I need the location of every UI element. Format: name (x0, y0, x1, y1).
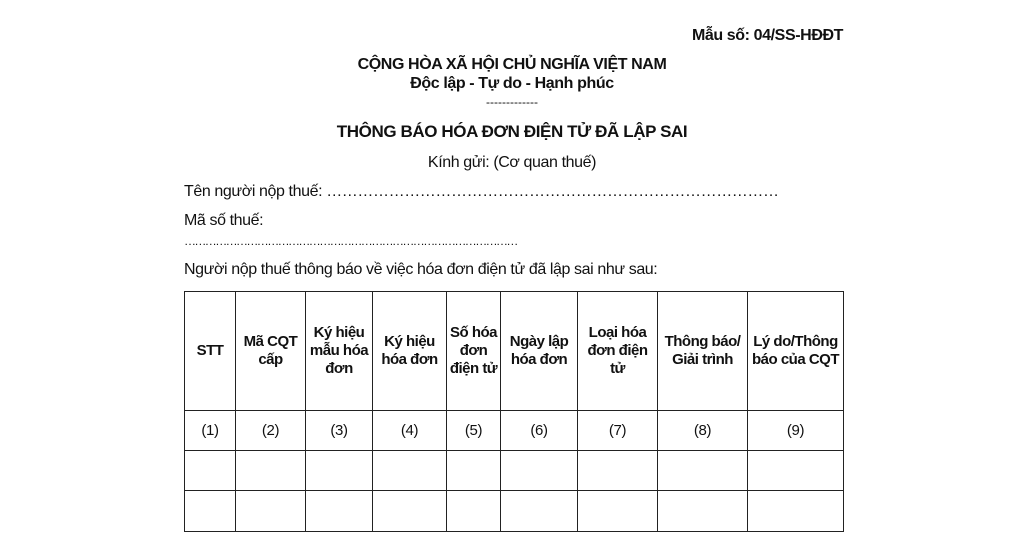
header-cell: STT (185, 292, 236, 411)
intro-text: Người nộp thuế thông báo về việc hóa đơn điện tử đã lập sai như sau: (184, 261, 658, 278)
header-cell: Mã CQT cấp (236, 292, 306, 411)
column-number: (7) (578, 411, 658, 451)
header-cell: Thông báo/ Giải trình (658, 292, 748, 411)
table-cell (447, 451, 501, 491)
header-cell: Số hóa đơn điện tử (447, 292, 501, 411)
table-cell (501, 451, 578, 491)
header-cell: Ký hiệu hóa đơn (373, 292, 447, 411)
header-cell: Loại hóa đơn điện tử (578, 292, 658, 411)
table-cell (185, 491, 236, 532)
national-title: CỘNG HÒA XÃ HỘI CHỦ NGHĨA VIỆT NAM (357, 56, 667, 73)
tax-code-dots: …………………………………………………………………………………… (184, 234, 517, 248)
motto: Độc lập - Tự do - Hạnh phúc (410, 75, 614, 92)
table-row (185, 451, 844, 491)
table-cell (578, 451, 658, 491)
header-cell: Lý do/Thông báo của CQT (748, 292, 844, 411)
table-cell (501, 491, 578, 532)
table-cell (658, 491, 748, 532)
table-cell (185, 451, 236, 491)
separator: ------------- (486, 95, 538, 109)
table-cell (373, 491, 447, 532)
table-cell (236, 491, 306, 532)
column-number: (2) (236, 411, 306, 451)
column-number: (8) (658, 411, 748, 451)
table-cell (578, 491, 658, 532)
column-number: (9) (748, 411, 844, 451)
taxpayer-name-field: Tên người nộp thuế: …………………………………………………………………………… (184, 183, 779, 200)
table-cell (748, 451, 844, 491)
table-cell (236, 451, 306, 491)
document-title: THÔNG BÁO HÓA ĐƠN ĐIỆN TỬ ĐÃ LẬP SAI (336, 122, 688, 141)
table-cell (447, 491, 501, 532)
header-cell: Ngày lập hóa đơn (501, 292, 578, 411)
column-number: (1) (185, 411, 236, 451)
column-number: (6) (501, 411, 578, 451)
header-cell: Ký hiệu mẫu hóa đơn (306, 292, 373, 411)
column-number: (5) (447, 411, 501, 451)
invoice-table (184, 291, 844, 532)
table-cell (306, 451, 373, 491)
table-row (185, 491, 844, 532)
column-number: (4) (373, 411, 447, 451)
form-number: Mẫu số: 04/SS-HĐĐT (691, 27, 843, 44)
table-cell (658, 451, 748, 491)
table-cell (306, 491, 373, 532)
header-row (185, 292, 844, 411)
recipient: Kính gửi: (Cơ quan thuế) (427, 154, 597, 171)
table-cell (373, 451, 447, 491)
tax-code-label: Mã số thuế: (184, 212, 264, 229)
column-number: (3) (306, 411, 373, 451)
column-number-row (185, 411, 844, 451)
table-cell (748, 491, 844, 532)
